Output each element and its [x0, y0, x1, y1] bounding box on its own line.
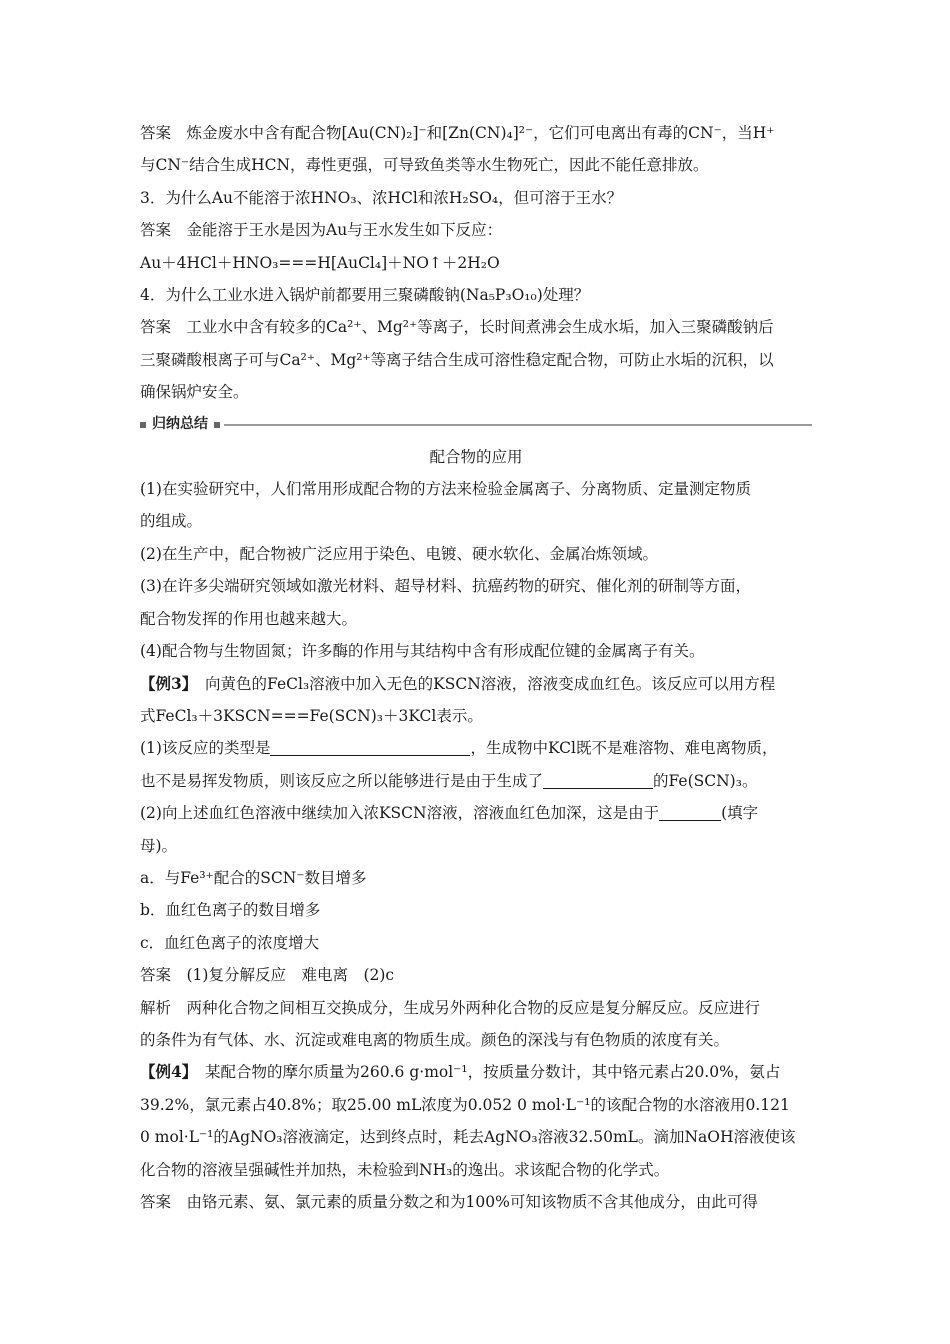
example-4-line: 39.2%，氯元素占40.8%；取25.00 mL浓度为0.052 0 mol·L⁻¹的该配合物的水溶液用0.121 — [140, 1095, 790, 1114]
example-4-label: 【例4】 — [140, 1062, 190, 1082]
example-3-question-2: (2)向上述血红色溶液中继续加入浓KSCN溶液，溶液血红色加深，这是由于 (填字 — [140, 804, 759, 823]
example-3-line: 式FeCl₃＋3KSCN===Fe(SCN)₃＋3KCl表示。 — [140, 706, 483, 725]
answer-blank — [543, 770, 653, 789]
divider-line — [224, 424, 812, 426]
answer-blank — [270, 737, 470, 756]
text-line: 答案 工业水中含有较多的Ca²⁺、Mg²⁺等离子，长时间煮沸会生成水垢，加入三聚磷酸钠后 — [140, 318, 774, 337]
summary-line: (2)在生产中，配合物被广泛应用于染色、电镀、硬水软化、金属冶炼领域。 — [140, 544, 658, 563]
option-b: b．血红色离子的数目增多 — [140, 901, 321, 920]
text-line: 确保锅炉安全。 — [140, 383, 249, 402]
example-4-answer: 答案 由铬元素、氨、氯元素的质量分数之和为100%可知该物质不含其他成分，由此可得 — [140, 1193, 758, 1211]
summary-heading-bar — [140, 412, 812, 438]
summary-line: 配合物发挥的作用也越来越大。 — [140, 609, 358, 628]
option-a: a．与Fe³⁺配合的SCN⁻数目增多 — [140, 868, 367, 887]
example-3-answer: 答案 (1)复分解反应 难电离 (2)c — [140, 966, 395, 985]
equation: Au＋4HCl＋HNO₃===H[AuCl₄]＋NO↑＋2H₂O — [140, 253, 500, 272]
text-line: 与CN⁻结合生成HCN，毒性更强，可导致鱼类等水生物死亡，因此不能任意排放。 — [140, 156, 709, 175]
square-bullet-icon — [140, 422, 146, 428]
example-4-line: 化合物的溶液呈强碱性并加热，未检验到NH₃的逸出。求该配合物的化学式。 — [140, 1160, 670, 1179]
summary-line: (4)配合物与生物固氮；许多酶的作用与其结构中含有形成配位键的金属离子有关。 — [140, 642, 705, 661]
square-bullet-icon — [214, 422, 220, 428]
summary-heading: 归纳总结 — [152, 416, 208, 433]
summary-title: 配合物的应用 — [429, 447, 523, 466]
option-c: c．血红色离子的浓度增大 — [140, 933, 320, 952]
example-3-question-1-cont: 也不是易挥发物质，则该反应之所以能够进行是由于生成了 的Fe(SCN)₃。 — [140, 771, 758, 790]
example-3-label: 【例3】 — [140, 673, 190, 693]
text-line: 答案 金能溶于王水是因为Au与王水发生如下反应： — [140, 221, 503, 240]
example-4-line: 【例4】 某配合物的摩尔质量为260.6 g·mol⁻¹，按质量分数计，其中铬元素占20.0%，氨占 — [140, 1062, 781, 1082]
summary-line: (3)在许多尖端研究领域如激光材料、超导材料、抗癌药物的研究、催化剂的研制等方面， — [140, 577, 751, 596]
example-4-line: 0 mol·L⁻¹的AgNO₃溶液滴定，达到终点时，耗去AgNO₃溶液32.50mL。滴加NaOH溶液使该 — [140, 1128, 796, 1147]
answer-blank — [659, 802, 721, 821]
example-3-analysis: 解析 两种化合物之间相互交换成分，生成另外两种化合物的反应是复分解反应。反应进行 — [140, 998, 761, 1017]
summary-line: 的组成。 — [140, 512, 203, 531]
summary-line: (1)在实验研究中，人们常用形成配合物的方法来检验金属离子、分离物质、定量测定物质 — [140, 480, 751, 499]
example-3-analysis: 的条件为有气体、水、沉淀或难电离的物质生成。颜色的深浅与有色物质的浓度有关。 — [140, 1030, 730, 1049]
question-4: 4．为什么工业水进入锅炉前都要用三聚磷酸钠(Na₅P₃O₁₀)处理？ — [140, 286, 590, 305]
text-line: 答案 炼金废水中含有配合物[Au(CN)₂]⁻和[Zn(CN)₄]²⁻，它们可电离出有毒的CN⁻，当H⁺ — [140, 124, 775, 142]
example-3-question-2-cont: 母)。 — [140, 836, 178, 855]
document-body — [140, 117, 812, 1218]
text-line: 三聚磷酸根离子可与Ca²⁺、Mg²⁺等离子结合生成可溶性稳定配合物，可防止水垢的沉积，以 — [140, 350, 774, 369]
example-3-question-1: (1)该反应的类型是 ，生成物中KCl既不是难溶物、难电离物质， — [140, 739, 778, 758]
question-3: 3．为什么Au不能溶于浓HNO₃、浓HCl和浓H₂SO₄，但可溶于王水？ — [140, 188, 623, 207]
example-3-line: 【例3】 向黄色的FeCl₃溶液中加入无色的KSCN溶液，溶液变成血红色。该反应可以用方程 — [140, 673, 776, 693]
